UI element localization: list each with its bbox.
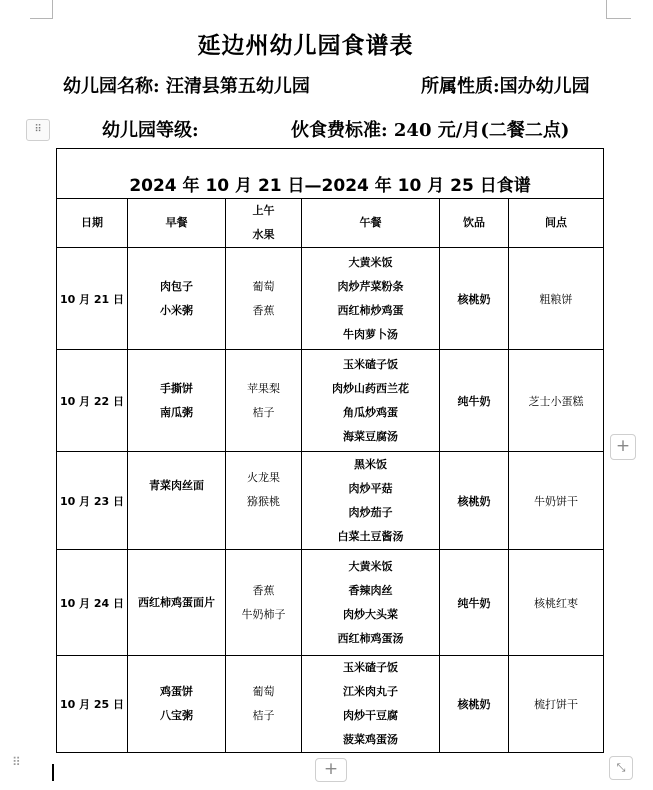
snack-cell[interactable]: 粗粮饼 <box>509 248 604 350</box>
table-header-row <box>57 199 604 248</box>
fruit-cell[interactable]: 葡萄 桔子 <box>226 656 302 753</box>
header-snack: 间点 <box>509 199 604 248</box>
add-row-button[interactable]: + <box>315 758 347 782</box>
drink-cell[interactable]: 纯牛奶 <box>440 350 509 452</box>
table-caption: 2024 年 10 月 21 日—2024 年 10 月 25 日食谱 <box>57 149 604 199</box>
drink-cell[interactable]: 核桃奶 <box>440 248 509 350</box>
table-drag-handle-icon[interactable]: ⠿ <box>26 119 50 141</box>
table-row[interactable] <box>57 248 604 350</box>
breakfast-cell[interactable]: 手撕饼 南瓜粥 <box>128 350 226 452</box>
add-column-button[interactable]: + <box>610 434 636 460</box>
fruit-cell[interactable]: 葡萄 香蕉 <box>226 248 302 350</box>
lunch-cell[interactable]: 黑米饭 肉炒平菇 肉炒茄子 白菜土豆酱汤 <box>302 452 440 550</box>
block-drag-grip-icon[interactable]: ⠿ <box>12 755 22 769</box>
table-row[interactable] <box>57 350 604 452</box>
table-row[interactable] <box>57 452 604 550</box>
meal-fee-standard: 伙食费标准: 240 元/月(二餐二点) <box>291 120 570 141</box>
document-title: 延边州幼儿园食谱表 <box>197 32 414 59</box>
kindergarten-nature: 所属性质:国办幼儿园 <box>421 76 590 97</box>
kindergarten-name: 幼儿园名称: 汪清县第五幼儿园 <box>63 76 310 97</box>
page-corner-mark-left <box>30 0 53 19</box>
date-cell[interactable]: 10 月 21 日 <box>57 248 128 350</box>
date-cell[interactable]: 10 月 25 日 <box>57 656 128 753</box>
fruit-cell[interactable]: 苹果梨 桔子 <box>226 350 302 452</box>
lunch-cell[interactable]: 玉米碴子饭 江米肉丸子 肉炒干豆腐 菠菜鸡蛋汤 <box>302 656 440 753</box>
header-breakfast: 早餐 <box>128 199 226 248</box>
snack-cell[interactable]: 芝士小蛋糕 <box>509 350 604 452</box>
snack-cell[interactable]: 梳打饼干 <box>509 656 604 753</box>
breakfast-cell[interactable]: 青菜肉丝面 <box>128 452 226 550</box>
drink-cell[interactable]: 核桃奶 <box>440 452 509 550</box>
drink-cell[interactable]: 纯牛奶 <box>440 550 509 656</box>
date-cell[interactable]: 10 月 23 日 <box>57 452 128 550</box>
header-lunch: 午餐 <box>302 199 440 248</box>
date-cell[interactable]: 10 月 24 日 <box>57 550 128 656</box>
breakfast-cell[interactable]: 肉包子 小米粥 <box>128 248 226 350</box>
lunch-cell[interactable]: 大黄米饭 肉炒芹菜粉条 西红柿炒鸡蛋 牛肉萝卜汤 <box>302 248 440 350</box>
fruit-cell[interactable]: 香蕉 牛奶柿子 <box>226 550 302 656</box>
lunch-cell[interactable]: 玉米碴子饭 肉炒山药西兰花 角瓜炒鸡蛋 海菜豆腐汤 <box>302 350 440 452</box>
snack-cell[interactable]: 核桃红枣 <box>509 550 604 656</box>
table-row[interactable] <box>57 656 604 753</box>
menu-table[interactable] <box>56 148 604 753</box>
breakfast-cell[interactable]: 西红柿鸡蛋面片 <box>128 550 226 656</box>
lunch-cell[interactable]: 大黄米饭 香辣肉丝 肉炒大头菜 西红柿鸡蛋汤 <box>302 550 440 656</box>
page-corner-mark-right <box>606 0 631 19</box>
header-date: 日期 <box>57 199 128 248</box>
date-cell[interactable]: 10 月 22 日 <box>57 350 128 452</box>
snack-cell[interactable]: 牛奶饼干 <box>509 452 604 550</box>
fruit-cell[interactable]: 火龙果 猕猴桃 <box>226 452 302 550</box>
header-drink: 饮品 <box>440 199 509 248</box>
header-morning-fruit: 上午 水果 <box>226 199 302 248</box>
text-cursor <box>52 764 54 781</box>
resize-table-icon[interactable]: ⤡ <box>609 756 633 780</box>
table-row[interactable] <box>57 550 604 656</box>
breakfast-cell[interactable]: 鸡蛋饼 八宝粥 <box>128 656 226 753</box>
kindergarten-grade: 幼儿园等级: <box>102 120 199 141</box>
drink-cell[interactable]: 核桃奶 <box>440 656 509 753</box>
